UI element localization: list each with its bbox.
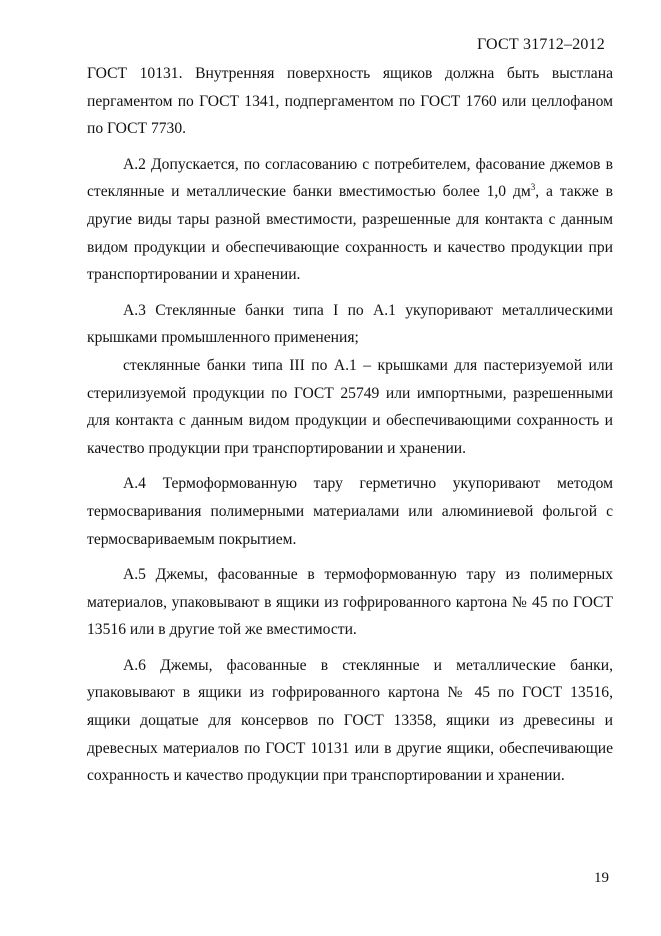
paragraph-a6: А.6 Джемы, фасованные в стеклянные и металлические банки, упаковывают в ящики из гофрированного картона № 45 по ГОСТ 13516, ящики дощатые для консервов по ГОСТ 13358, ящики из древесины и древесных материалов по ГОСТ 10131 или в другие ящики, обеспечивающие сохранность и качество продукции при транспортировании и хранении.: [87, 656, 613, 785]
cubic-superscript: 3: [530, 182, 536, 193]
paragraph-continuation: ГОСТ 10131. Внутренняя поверхность ящиков должна быть выстлана пергаментом по ГОСТ 1341, подпергаментом по ГОСТ 1760 или целлофаном по ГОСТ 7730.: [87, 65, 613, 138]
paragraph-a2-text-end: , а также в другие виды тары разной вместимости, разрешенные для контакта с данным видом продукции и обеспечивающие сохранность и качество продукции при транспортировании и хранении.: [87, 183, 614, 284]
paragraph-a2: [87, 151, 613, 289]
paragraph-a3-continued: стеклянные банки типа III по А.1 – крышками для пастеризуемой или стерилизуемой продукции по ГОСТ 25749 или импортными, разрешенными для контакта с данным видом продукции и обеспечивающими сохранность и качество продукции при транспортировании и хранении.: [87, 356, 613, 457]
paragraph-a4: А.4 Термоформованную тару герметично укупоривают методом термосваривания полимерными материалами или алюминиевой фольгой с термосвариваемым покрытием.: [87, 475, 613, 548]
page-number: 19: [594, 870, 609, 886]
paragraph-a2-text-start: А.2 Допускается, по согласованию с потребителем, фасование джемов в стеклянные и металлические банки вместимостью более 1,0 дм: [87, 155, 613, 201]
document-body: [87, 60, 613, 790]
document-code-header: ГОСТ 31712–2012: [476, 36, 605, 53]
paragraph-a3: А.3 Стеклянные банки типа I по А.1 укупоривают металлическими крышками промышленного применения;: [87, 301, 613, 347]
paragraph-a5: А.5 Джемы, фасованные в термоформованную тару из полимерных материалов, упаковывают в ящики из гофрированного картона № 45 по ГОСТ 13516 или в другие той же вместимости.: [87, 566, 613, 639]
